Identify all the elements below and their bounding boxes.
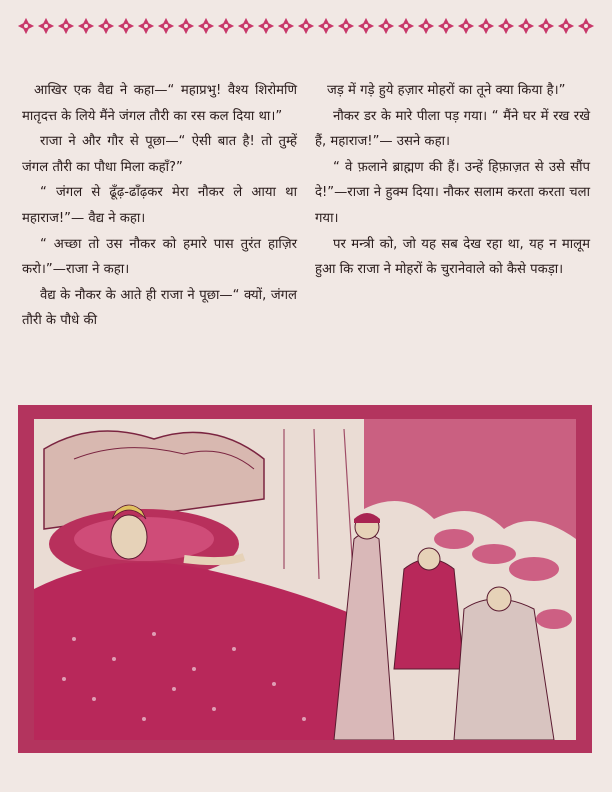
ornament-icon: [197, 17, 215, 35]
ornament-icon: [77, 17, 95, 35]
illustration-frame: [18, 405, 592, 753]
paragraph: राजा ने और गौर से पूछा—“ ऐसी बात है! तो तुम्हें जंगल तौरी का पौधा मिला कहाँ?”: [22, 134, 297, 175]
paragraph: नौकर डर के मारे पीला पड़ गया। “ मैंने घर में रख रखे हैं, महाराज!”— उसने कहा।: [315, 108, 590, 150]
ornament-icon: [57, 17, 75, 35]
decorative-border: [15, 9, 597, 43]
right-column: [315, 78, 590, 393]
ornament-icon: [317, 17, 335, 35]
left-column: [22, 78, 297, 393]
paragraph: वैद्य के नौकर के आते ही राजा ने पूछा—“ क्यों, जंगल तौरी के पौधे की: [22, 287, 297, 329]
ornament-icon: [217, 17, 235, 35]
ornament-icon: [377, 17, 395, 35]
ornament-icon: [277, 17, 295, 35]
paragraph: पर मन्त्री को, जो यह सब देख रहा था, यह न मालूम हुआ कि राजा ने मोहरों के चुरानेवाले को कैसे पकड़ा।: [315, 236, 590, 278]
ornament-icon: [577, 17, 595, 35]
ornament-icon: [177, 17, 195, 35]
paragraph: “ जंगल से ढूँढ़-ढाँढ़कर मेरा नौकर ले आया था महाराज!”— वैद्य ने कहा।: [22, 185, 297, 226]
ornament-icon: [157, 17, 175, 35]
ornament-icon: [297, 17, 315, 35]
ornament-icon: [457, 17, 475, 35]
ornament-icon: [437, 17, 455, 35]
ornament-icon: [517, 17, 535, 35]
ornament-icon: [37, 17, 55, 35]
ornament-icon: [257, 17, 275, 35]
ornament-icon: [237, 17, 255, 35]
ornament-icon: [117, 17, 135, 35]
paragraph: “ अच्छा तो उस नौकर को हमारे पास तुरंत हाज़िर करो।”—राजा ने कहा।: [22, 236, 297, 278]
ornament-icon: [557, 17, 575, 35]
ornament-icon: [97, 17, 115, 35]
ornament-icon: [397, 17, 415, 35]
paragraph: “ वे फ़लाने ब्राह्मण की हैं। उन्हें हिफ़ाज़त से उसे सौंप दे!”—राजा ने हुक्म दिया। नौकर सलाम करता करता चला गया।: [315, 159, 590, 226]
bedchamber-scene-illustration: [34, 419, 576, 740]
story-text: [22, 78, 590, 393]
ornament-icon: [337, 17, 355, 35]
ornament-icon: [537, 17, 555, 35]
ornament-icon: [497, 17, 515, 35]
ornament-icon: [477, 17, 495, 35]
paragraph: आखिर एक वैद्य ने कहा—“ महाप्रभु! वैश्य शिरोमणि मातृदत्त के लिये मैंने जंगल तौरी का रस कल दिया था।”: [22, 83, 297, 124]
paragraph: जड़ में गड़े हुये हज़ार मोहरों का तूने क्या किया है।”: [327, 83, 566, 98]
ornament-icon: [357, 17, 375, 35]
ornament-icon: [137, 17, 155, 35]
ornament-icon: [17, 17, 35, 35]
ornament-icon: [417, 17, 435, 35]
